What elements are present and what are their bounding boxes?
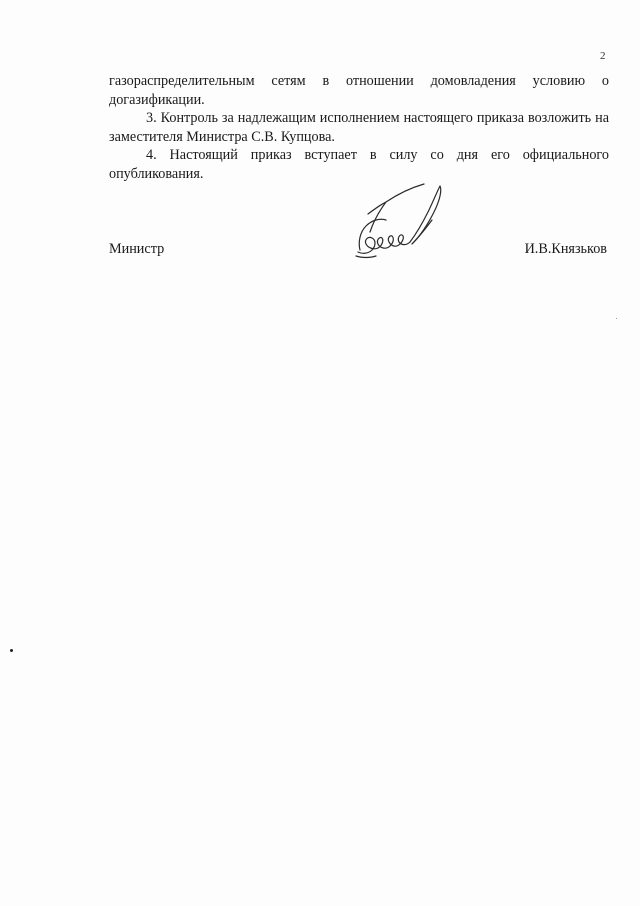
document-body [109, 72, 609, 183]
paragraph-3: 3. Контроль за надлежащим исполнением настоящего приказа возложить на заместителя Министра С.В. Купцова. [109, 110, 609, 145]
scan-speck [616, 318, 617, 319]
scan-speck [10, 649, 13, 652]
paragraph-4: 4. Настоящий приказ вступает в силу со дня его официального опубликования. [109, 147, 609, 182]
signature-block [109, 241, 609, 263]
paragraph-continuation: газораспределительным сетям в отношении домовладения условию о догазификации. [109, 73, 609, 108]
signatory-title: Министр [109, 241, 165, 257]
signatory-name: И.В.Князьков [524, 241, 607, 257]
page-number: 2 [600, 50, 606, 62]
